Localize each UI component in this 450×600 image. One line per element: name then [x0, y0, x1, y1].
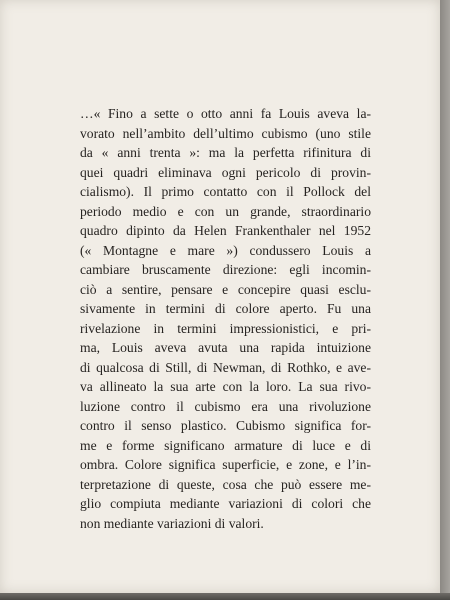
- text-line: quadro dipinto da Helen Frankenthaler nel 1952: [80, 223, 371, 238]
- text-line: da « anni trenta »: ma la perfetta rifinitura di: [80, 145, 371, 160]
- text-line: contro il senso plastico. Cubismo significa for-: [80, 418, 371, 433]
- text-line: luzione contro il cubismo era una rivoluzione: [80, 398, 371, 414]
- text-line: cambiare bruscamente direzione: egli incomin-: [80, 262, 371, 277]
- text-line: ombra. Colore significa superficie, e zone, e l’in-: [80, 457, 371, 472]
- text-line: vorato nell’ambito dell’ultimo cubismo (uno stile: [80, 125, 371, 141]
- passage-text: [80, 104, 371, 533]
- page-edge-right: [440, 0, 450, 600]
- text-line: di qualcosa di Still, di Newman, di Rothko, e ave-: [80, 359, 371, 375]
- text-line: rivelazione in termini impressionistici, e pri-: [80, 320, 371, 336]
- text-line: va allineato la sua arte con la loro. La sua rivo-: [80, 379, 371, 394]
- text-line: cialismo). Il primo contatto con il Pollock del: [80, 184, 371, 199]
- text-line: sivamente in termini di colore aperto. Fu una: [80, 301, 371, 316]
- text-line: (« Montagne e mare ») condussero Louis a: [80, 242, 371, 258]
- text-line: ciò a sentire, pensare e concepire quasi esclu-: [80, 281, 371, 297]
- text-line: …« Fino a sette o otto anni fa Louis aveva la-: [80, 106, 371, 121]
- text-line: terpretazione di queste, cosa che può essere me-: [80, 476, 371, 492]
- page-edge-bottom: [0, 593, 450, 600]
- text-line: me e forme significano armature di luce e di: [80, 437, 371, 453]
- text-line: glio compiuta mediante variazioni di colori che: [80, 496, 371, 511]
- text-line: quei quadri eliminava ogni pericolo di provin-: [80, 164, 371, 180]
- text-line: periodo medio e con un grande, straordinario: [80, 203, 371, 219]
- text-line: non mediante variazioni di valori.: [80, 515, 264, 531]
- text-line: ma, Louis aveva avuta una rapida intuizione: [80, 340, 371, 355]
